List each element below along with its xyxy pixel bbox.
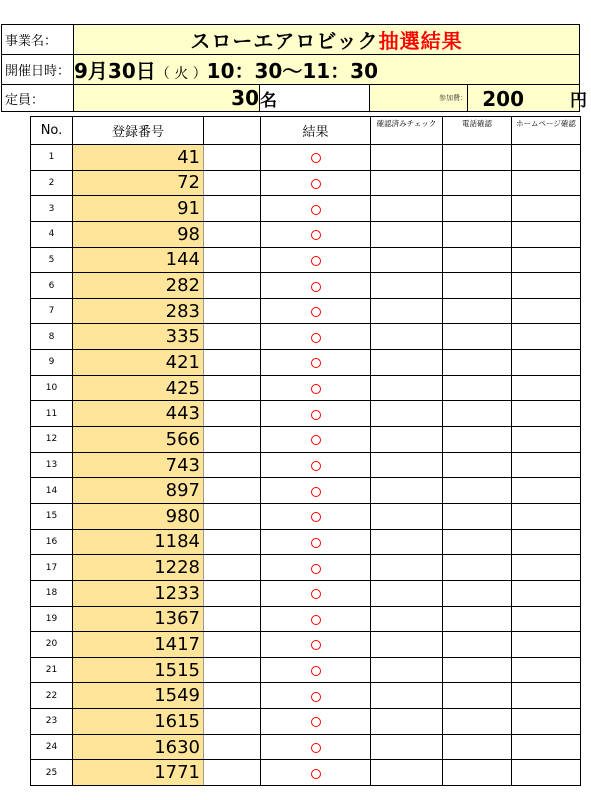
blank-cell: [204, 196, 261, 222]
homepage-check-cell: [512, 709, 581, 735]
blank-cell: [204, 452, 261, 478]
row-number: 11: [31, 401, 73, 427]
registration-number: 1615: [73, 709, 204, 735]
winner-circle-icon: [311, 384, 321, 394]
col-header-homepage-check: ホームページ確認: [512, 117, 581, 145]
check-cell: [371, 555, 443, 581]
table-row: [31, 170, 581, 196]
winner-circle-icon: [311, 282, 321, 292]
table-header-row: [31, 117, 581, 145]
row-number: 25: [31, 760, 73, 786]
registration-number: 421: [73, 350, 204, 376]
homepage-check-cell: [512, 503, 581, 529]
registration-number: 897: [73, 478, 204, 504]
blank-cell: [204, 555, 261, 581]
event-datetime: [74, 55, 580, 85]
fee-value: 200: [482, 86, 524, 111]
winner-circle-icon: [311, 153, 321, 163]
homepage-check-cell: [512, 196, 581, 222]
phone-check-cell: [443, 452, 512, 478]
row-number: 23: [31, 709, 73, 735]
registration-number: 1184: [73, 529, 204, 555]
table-row: [31, 606, 581, 632]
check-cell: [371, 657, 443, 683]
row-number: 2: [31, 170, 73, 196]
registration-number: 72: [73, 170, 204, 196]
result-cell: [261, 145, 371, 171]
blank-cell: [204, 273, 261, 299]
check-cell: [371, 375, 443, 401]
check-cell: [371, 324, 443, 350]
winner-circle-icon: [311, 435, 321, 445]
col-header-check: 確認済みチェック: [371, 117, 443, 145]
check-cell: [371, 632, 443, 658]
phone-check-cell: [443, 196, 512, 222]
winner-circle-icon: [311, 615, 321, 625]
homepage-check-cell: [512, 298, 581, 324]
check-cell: [371, 145, 443, 171]
phone-check-cell: [443, 529, 512, 555]
row-number: 8: [31, 324, 73, 350]
blank-cell: [204, 657, 261, 683]
winner-circle-icon: [311, 743, 321, 753]
table-body: [31, 145, 581, 786]
phone-check-cell: [443, 657, 512, 683]
row-number: 15: [31, 503, 73, 529]
result-cell: [261, 221, 371, 247]
blank-cell: [204, 350, 261, 376]
check-cell: [371, 247, 443, 273]
registration-number: 1549: [73, 683, 204, 709]
result-cell: [261, 401, 371, 427]
winner-circle-icon: [311, 307, 321, 317]
check-cell: [371, 503, 443, 529]
row-number: 22: [31, 683, 73, 709]
result-cell: [261, 734, 371, 760]
event-date: 9月30日: [74, 59, 156, 83]
event-time: 10：30～11：30: [206, 59, 378, 83]
row-number: 14: [31, 478, 73, 504]
row-number: 4: [31, 221, 73, 247]
blank-cell: [204, 170, 261, 196]
capacity-fee-row: [2, 85, 580, 112]
registration-number: 980: [73, 503, 204, 529]
check-cell: [371, 170, 443, 196]
table-row: [31, 350, 581, 376]
table-row: [31, 555, 581, 581]
winner-circle-icon: [311, 769, 321, 779]
table-row: [31, 375, 581, 401]
winner-circle-icon: [311, 564, 321, 574]
phone-check-cell: [443, 221, 512, 247]
registration-number: 1228: [73, 555, 204, 581]
winner-circle-icon: [311, 205, 321, 215]
result-cell: [261, 606, 371, 632]
capacity-value: 30: [74, 85, 260, 112]
table-row: [31, 478, 581, 504]
check-cell: [371, 760, 443, 786]
homepage-check-cell: [512, 478, 581, 504]
phone-check-cell: [443, 606, 512, 632]
table-row: [31, 529, 581, 555]
blank-cell: [204, 298, 261, 324]
fee-cell: [468, 85, 587, 112]
homepage-check-cell: [512, 632, 581, 658]
table-row: [31, 503, 581, 529]
table-row: [31, 734, 581, 760]
result-cell: [261, 478, 371, 504]
row-number: 10: [31, 375, 73, 401]
check-cell: [371, 401, 443, 427]
event-weekday: （ 火 ）: [155, 66, 207, 82]
winner-circle-icon: [311, 256, 321, 266]
winner-circle-icon: [311, 410, 321, 420]
registration-number: 1417: [73, 632, 204, 658]
result-cell: [261, 709, 371, 735]
table-row: [31, 247, 581, 273]
phone-check-cell: [443, 170, 512, 196]
homepage-check-cell: [512, 452, 581, 478]
phone-check-cell: [443, 298, 512, 324]
blank-cell: [204, 606, 261, 632]
phone-check-cell: [443, 427, 512, 453]
registration-number: 1515: [73, 657, 204, 683]
event-header: [1, 24, 587, 112]
homepage-check-cell: [512, 375, 581, 401]
lottery-results-table: [30, 116, 581, 786]
result-cell: [261, 555, 371, 581]
check-cell: [371, 452, 443, 478]
result-cell: [261, 273, 371, 299]
registration-number: 425: [73, 375, 204, 401]
blank-cell: [204, 503, 261, 529]
winner-circle-icon: [311, 692, 321, 702]
winner-circle-icon: [311, 640, 321, 650]
blank-cell: [204, 247, 261, 273]
winner-circle-icon: [311, 461, 321, 471]
row-number: 6: [31, 273, 73, 299]
phone-check-cell: [443, 478, 512, 504]
table-row: [31, 632, 581, 658]
table-row: [31, 683, 581, 709]
check-cell: [371, 221, 443, 247]
row-number: 9: [31, 350, 73, 376]
row-number: 1: [31, 145, 73, 171]
row-number: 19: [31, 606, 73, 632]
registration-number: 1233: [73, 580, 204, 606]
result-cell: [261, 657, 371, 683]
col-header-blank: [204, 117, 261, 145]
homepage-check-cell: [512, 555, 581, 581]
homepage-check-cell: [512, 247, 581, 273]
blank-cell: [204, 401, 261, 427]
phone-check-cell: [443, 503, 512, 529]
result-cell: [261, 247, 371, 273]
row-number: 18: [31, 580, 73, 606]
phone-check-cell: [443, 555, 512, 581]
result-cell: [261, 298, 371, 324]
registration-number: 98: [73, 221, 204, 247]
winner-circle-icon: [311, 487, 321, 497]
winner-circle-icon: [311, 589, 321, 599]
phone-check-cell: [443, 247, 512, 273]
homepage-check-cell: [512, 760, 581, 786]
table-row: [31, 427, 581, 453]
homepage-check-cell: [512, 324, 581, 350]
registration-number: 335: [73, 324, 204, 350]
winner-circle-icon: [311, 512, 321, 522]
winner-circle-icon: [311, 333, 321, 343]
phone-check-cell: [443, 375, 512, 401]
row-number: 7: [31, 298, 73, 324]
registration-number: 566: [73, 427, 204, 453]
homepage-check-cell: [512, 350, 581, 376]
registration-number: 443: [73, 401, 204, 427]
blank-cell: [204, 709, 261, 735]
winner-circle-icon: [311, 179, 321, 189]
winner-circle-icon: [311, 666, 321, 676]
col-header-result: 結果: [261, 117, 371, 145]
result-cell: [261, 683, 371, 709]
row-number: 12: [31, 427, 73, 453]
check-cell: [371, 709, 443, 735]
blank-cell: [204, 324, 261, 350]
check-cell: [371, 580, 443, 606]
registration-number: 41: [73, 145, 204, 171]
blank-cell: [204, 683, 261, 709]
homepage-check-cell: [512, 273, 581, 299]
result-cell: [261, 632, 371, 658]
blank-cell: [204, 145, 261, 171]
result-cell: [261, 503, 371, 529]
phone-check-cell: [443, 683, 512, 709]
winner-circle-icon: [311, 717, 321, 727]
result-cell: [261, 760, 371, 786]
result-cell: [261, 452, 371, 478]
winner-circle-icon: [311, 230, 321, 240]
table-row: [31, 273, 581, 299]
phone-check-cell: [443, 632, 512, 658]
blank-cell: [204, 221, 261, 247]
result-cell: [261, 427, 371, 453]
phone-check-cell: [443, 401, 512, 427]
result-cell: [261, 375, 371, 401]
result-cell: [261, 170, 371, 196]
check-cell: [371, 734, 443, 760]
table-row: [31, 298, 581, 324]
datetime-label: 開催日時：: [2, 55, 74, 85]
col-header-reg-number: 登録番号: [73, 117, 204, 145]
row-number: 24: [31, 734, 73, 760]
winner-circle-icon: [311, 538, 321, 548]
homepage-check-cell: [512, 170, 581, 196]
winner-circle-icon: [311, 358, 321, 368]
blank-cell: [204, 529, 261, 555]
table-row: [31, 401, 581, 427]
check-cell: [371, 273, 443, 299]
event-datetime-row: [2, 55, 580, 85]
result-cell: [261, 580, 371, 606]
registration-number: 743: [73, 452, 204, 478]
blank-cell: [204, 734, 261, 760]
row-number: 16: [31, 529, 73, 555]
check-cell: [371, 606, 443, 632]
result-cell: [261, 350, 371, 376]
phone-check-cell: [443, 760, 512, 786]
row-number: 13: [31, 452, 73, 478]
col-header-no: No.: [31, 117, 73, 145]
phone-check-cell: [443, 350, 512, 376]
capacity-unit: 名: [260, 85, 370, 112]
phone-check-cell: [443, 734, 512, 760]
homepage-check-cell: [512, 427, 581, 453]
table-row: [31, 709, 581, 735]
capacity-label: 定員：: [2, 85, 74, 112]
table-row: [31, 657, 581, 683]
check-cell: [371, 350, 443, 376]
table-row: [31, 221, 581, 247]
table-row: [31, 580, 581, 606]
phone-check-cell: [443, 145, 512, 171]
fee-unit: 円: [570, 90, 587, 111]
check-cell: [371, 427, 443, 453]
homepage-check-cell: [512, 734, 581, 760]
blank-cell: [204, 760, 261, 786]
homepage-check-cell: [512, 657, 581, 683]
table-row: [31, 760, 581, 786]
event-title: [74, 25, 580, 55]
registration-number: 1630: [73, 734, 204, 760]
registration-number: 1771: [73, 760, 204, 786]
blank-cell: [204, 580, 261, 606]
homepage-check-cell: [512, 683, 581, 709]
row-number: 21: [31, 657, 73, 683]
check-cell: [371, 478, 443, 504]
check-cell: [371, 529, 443, 555]
table-row: [31, 145, 581, 171]
homepage-check-cell: [512, 580, 581, 606]
phone-check-cell: [443, 580, 512, 606]
row-number: 17: [31, 555, 73, 581]
registration-number: 282: [73, 273, 204, 299]
homepage-check-cell: [512, 401, 581, 427]
check-cell: [371, 196, 443, 222]
col-header-phone-check: 電話確認: [443, 117, 512, 145]
result-cell: [261, 196, 371, 222]
blank-cell: [204, 375, 261, 401]
result-cell: [261, 324, 371, 350]
homepage-check-cell: [512, 145, 581, 171]
check-cell: [371, 683, 443, 709]
homepage-check-cell: [512, 606, 581, 632]
blank-cell: [204, 632, 261, 658]
registration-number: 283: [73, 298, 204, 324]
row-number: 3: [31, 196, 73, 222]
check-cell: [371, 298, 443, 324]
registration-number: 1367: [73, 606, 204, 632]
registration-number: 144: [73, 247, 204, 273]
event-name-row: [2, 25, 580, 55]
registration-number: 91: [73, 196, 204, 222]
blank-cell: [204, 427, 261, 453]
homepage-check-cell: [512, 529, 581, 555]
table-row: [31, 452, 581, 478]
table-row: [31, 196, 581, 222]
event-title-main: スローエアロビック: [190, 29, 379, 53]
phone-check-cell: [443, 273, 512, 299]
phone-check-cell: [443, 324, 512, 350]
row-number: 5: [31, 247, 73, 273]
fee-label: 参加費：: [370, 85, 468, 112]
event-name-label: 事業名：: [2, 25, 74, 55]
homepage-check-cell: [512, 221, 581, 247]
row-number: 20: [31, 632, 73, 658]
phone-check-cell: [443, 709, 512, 735]
blank-cell: [204, 478, 261, 504]
event-title-highlight: 抽選結果: [378, 29, 463, 53]
table-row: [31, 324, 581, 350]
result-cell: [261, 529, 371, 555]
